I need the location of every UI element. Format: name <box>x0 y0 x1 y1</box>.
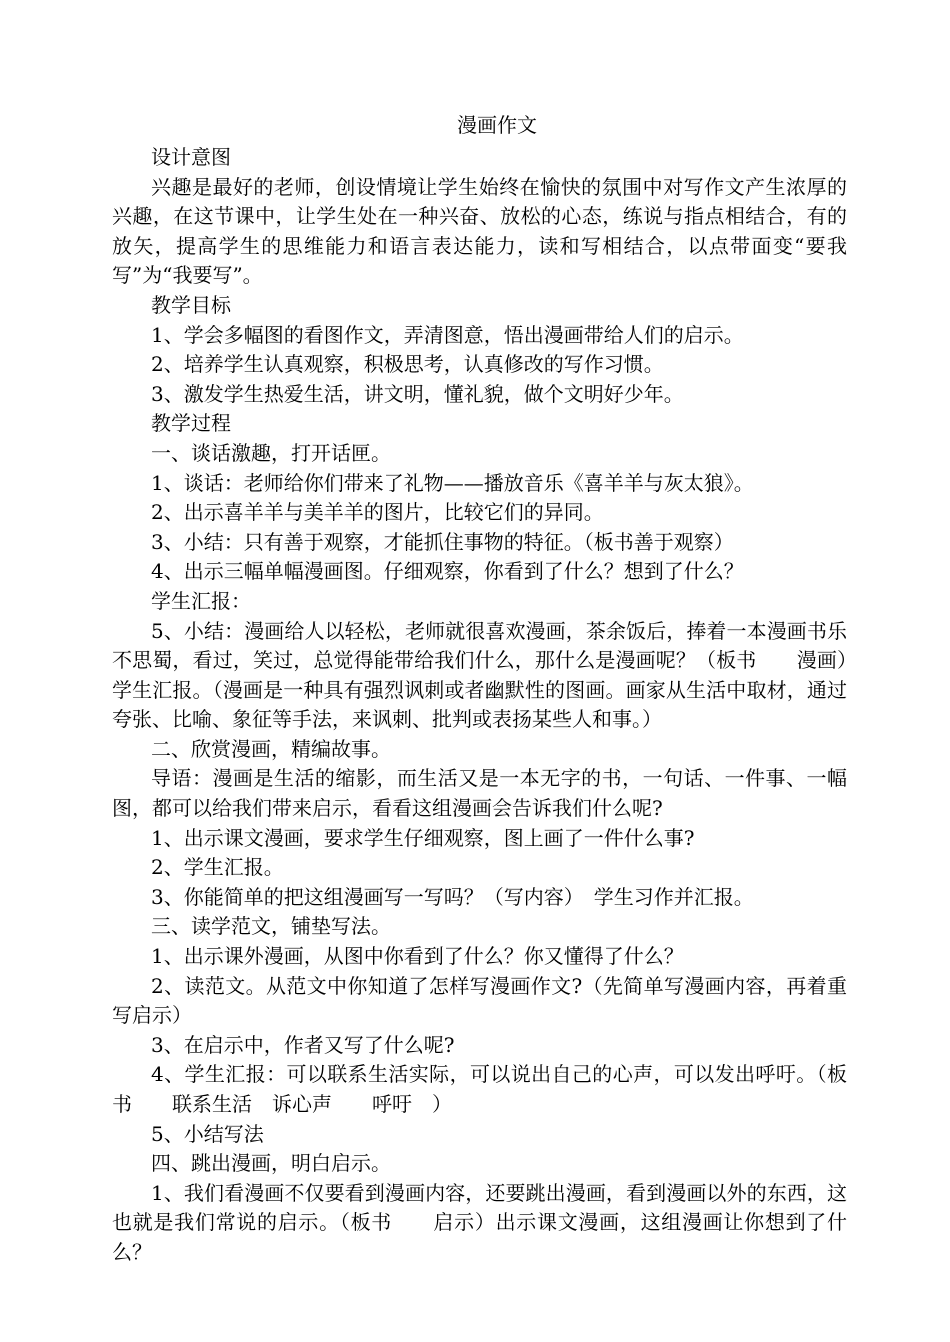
document-content <box>112 107 847 1268</box>
section-1-item-3: 3、小结：只有善于观察，才能抓住事物的特征。（板书善于观察） <box>151 529 734 554</box>
section-1-heading: 一、谈话激趣，打开话匣。 <box>151 440 391 465</box>
heading-teaching-process: 教学过程 <box>151 411 231 436</box>
section-3-heading: 三、读学范文，铺垫写法。 <box>151 914 391 939</box>
section-2-intro: 导语：漫画是生活的缩影，而生活又是一本无字的书，一句话、一件事、一幅图，都可以给我们带来启示，看看这组漫画会告诉我们什么呢? <box>112 766 847 821</box>
document-title: 漫画作文 <box>457 113 537 137</box>
heading-teaching-goals: 教学目标 <box>151 292 231 317</box>
section-3-item-2: 2、读范文。从范文中你知道了怎样写漫画作文?（先简单写漫画内容，再着重写启示） <box>112 973 847 1028</box>
section-2-item-2: 2、学生汇报。 <box>151 855 284 880</box>
section-2-item-3: 3、你能简单的把这组漫画写一写吗？（写内容） 学生习作并汇报。 <box>151 884 754 909</box>
section-3-item-3: 3、在启示中，作者又写了什么呢? <box>151 1032 455 1057</box>
paragraph-design-intent: 兴趣是最好的老师，创设情境让学生始终在愉快的氛围中对写作文产生浓厚的兴趣，在这节课中，让学生处在一种兴奋、放松的心态，练说与指点相结合，有的放矢，提高学生的思维能力和语言表达能力，读和写相结合，以点带面变“要我写”为“我要写”。 <box>112 174 847 288</box>
goal-item-3: 3、激发学生热爱生活，讲文明，懂礼貌，做个文明好少年。 <box>151 381 684 406</box>
section-1-item-1: 1、谈话：老师给你们带来了礼物——播放音乐《喜羊羊与灰太狼》。 <box>151 470 754 495</box>
heading-design-intent: 设计意图 <box>151 145 231 169</box>
section-1-item-2: 2、出示喜羊羊与美羊羊的图片，比较它们的异同。 <box>151 500 604 525</box>
section-4-heading: 四、跳出漫画，明白启示。 <box>151 1151 391 1176</box>
student-report-label: 学生汇报： <box>151 588 251 613</box>
goal-item-2: 2、培养学生认真观察，积极思考，认真修改的写作习惯。 <box>151 352 664 377</box>
section-2-heading: 二、欣赏漫画，精编故事。 <box>151 736 391 761</box>
section-1-item-4: 4、出示三幅单幅漫画图。仔细观察，你看到了什么？想到了什么？ <box>151 559 744 584</box>
section-3-item-5: 5、小结写法 <box>151 1121 264 1146</box>
section-4-item-1: 1、我们看漫画不仅要看到漫画内容，还要跳出漫画，看到漫画以外的东西，这也就是我们常说的启示。（板书 启示）出示课文漫画，这组漫画让你想到了什么？ <box>112 1180 847 1264</box>
goal-item-1: 1、学会多幅图的看图作文，弄清图意，悟出漫画带给人们的启示。 <box>151 322 744 347</box>
section-2-item-1: 1、出示课文漫画，要求学生仔细观察，图上画了一件什么事? <box>151 825 695 850</box>
section-3-item-4: 4、学生汇报：可以联系生活实际，可以说出自己的心声，可以发出呼吁。（板书 联系生活 诉心声 呼吁 ） <box>112 1062 847 1116</box>
section-3-item-1: 1、出示课外漫画，从图中你看到了什么？你又懂得了什么？ <box>151 944 684 969</box>
section-1-item-5: 5、小结：漫画给人以轻松，老师就很喜欢漫画，茶余饭后，捧着一本漫画书乐不思蜀，看过，笑过，总觉得能带给我们什么，那什么是漫画呢？（板书 漫画）学生汇报。（漫画是一种具有强烈讽刺或者幽默性的图画。画家从生活中取材，通过夸张、比喻、象征等手法，来讽刺、批判或表扬某些人和事。） <box>112 618 847 732</box>
